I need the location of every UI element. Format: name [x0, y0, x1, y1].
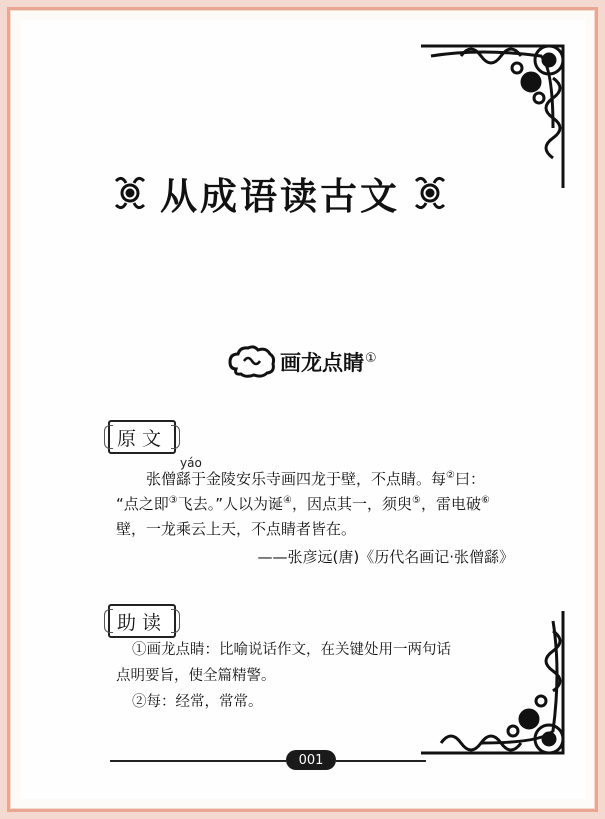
original-line-3: 壁，一龙乘云上天，不点睛者皆在。 — [116, 520, 357, 538]
series-title — [100, 165, 460, 221]
note-1-line-1: ①画龙点睛：比喻说话作文，在关键处用一两句话 — [132, 642, 451, 658]
scroll-ornament-icon — [410, 173, 450, 213]
scroll-ornament-icon — [110, 173, 150, 213]
cloud-ornament-icon — [228, 345, 276, 379]
original-text-label: 原文 — [108, 420, 176, 454]
series-title-text: 从成语读古文 — [160, 175, 400, 218]
chapter-note-marker: ① — [365, 351, 377, 366]
chapter-title: 画龙点睛① — [280, 351, 377, 375]
note-2: ②每：经常，常常。 — [132, 694, 263, 710]
footer-rule-left — [110, 760, 286, 762]
page-number: 001 — [286, 750, 336, 770]
pinyin-annotation: yáo — [180, 456, 202, 470]
reading-guide-label: 助读 — [108, 604, 176, 638]
source-citation: ——张彦远(唐)《历代名画记·张僧繇》 — [257, 548, 514, 566]
chapter-heading — [228, 342, 377, 382]
footer-rule-right — [336, 760, 426, 762]
original-line-1: 张僧繇于金陵安乐寺画四龙于壁，不点睛。每②曰： — [146, 470, 485, 488]
original-line-2: “点之即③飞去。”人以为诞④，因点其一，须臾⑤，雷电破⑥ — [116, 495, 490, 513]
note-1-line-2: 点明要旨，使全篇精警。 — [116, 668, 276, 684]
corner-ornament-icon — [421, 611, 571, 761]
